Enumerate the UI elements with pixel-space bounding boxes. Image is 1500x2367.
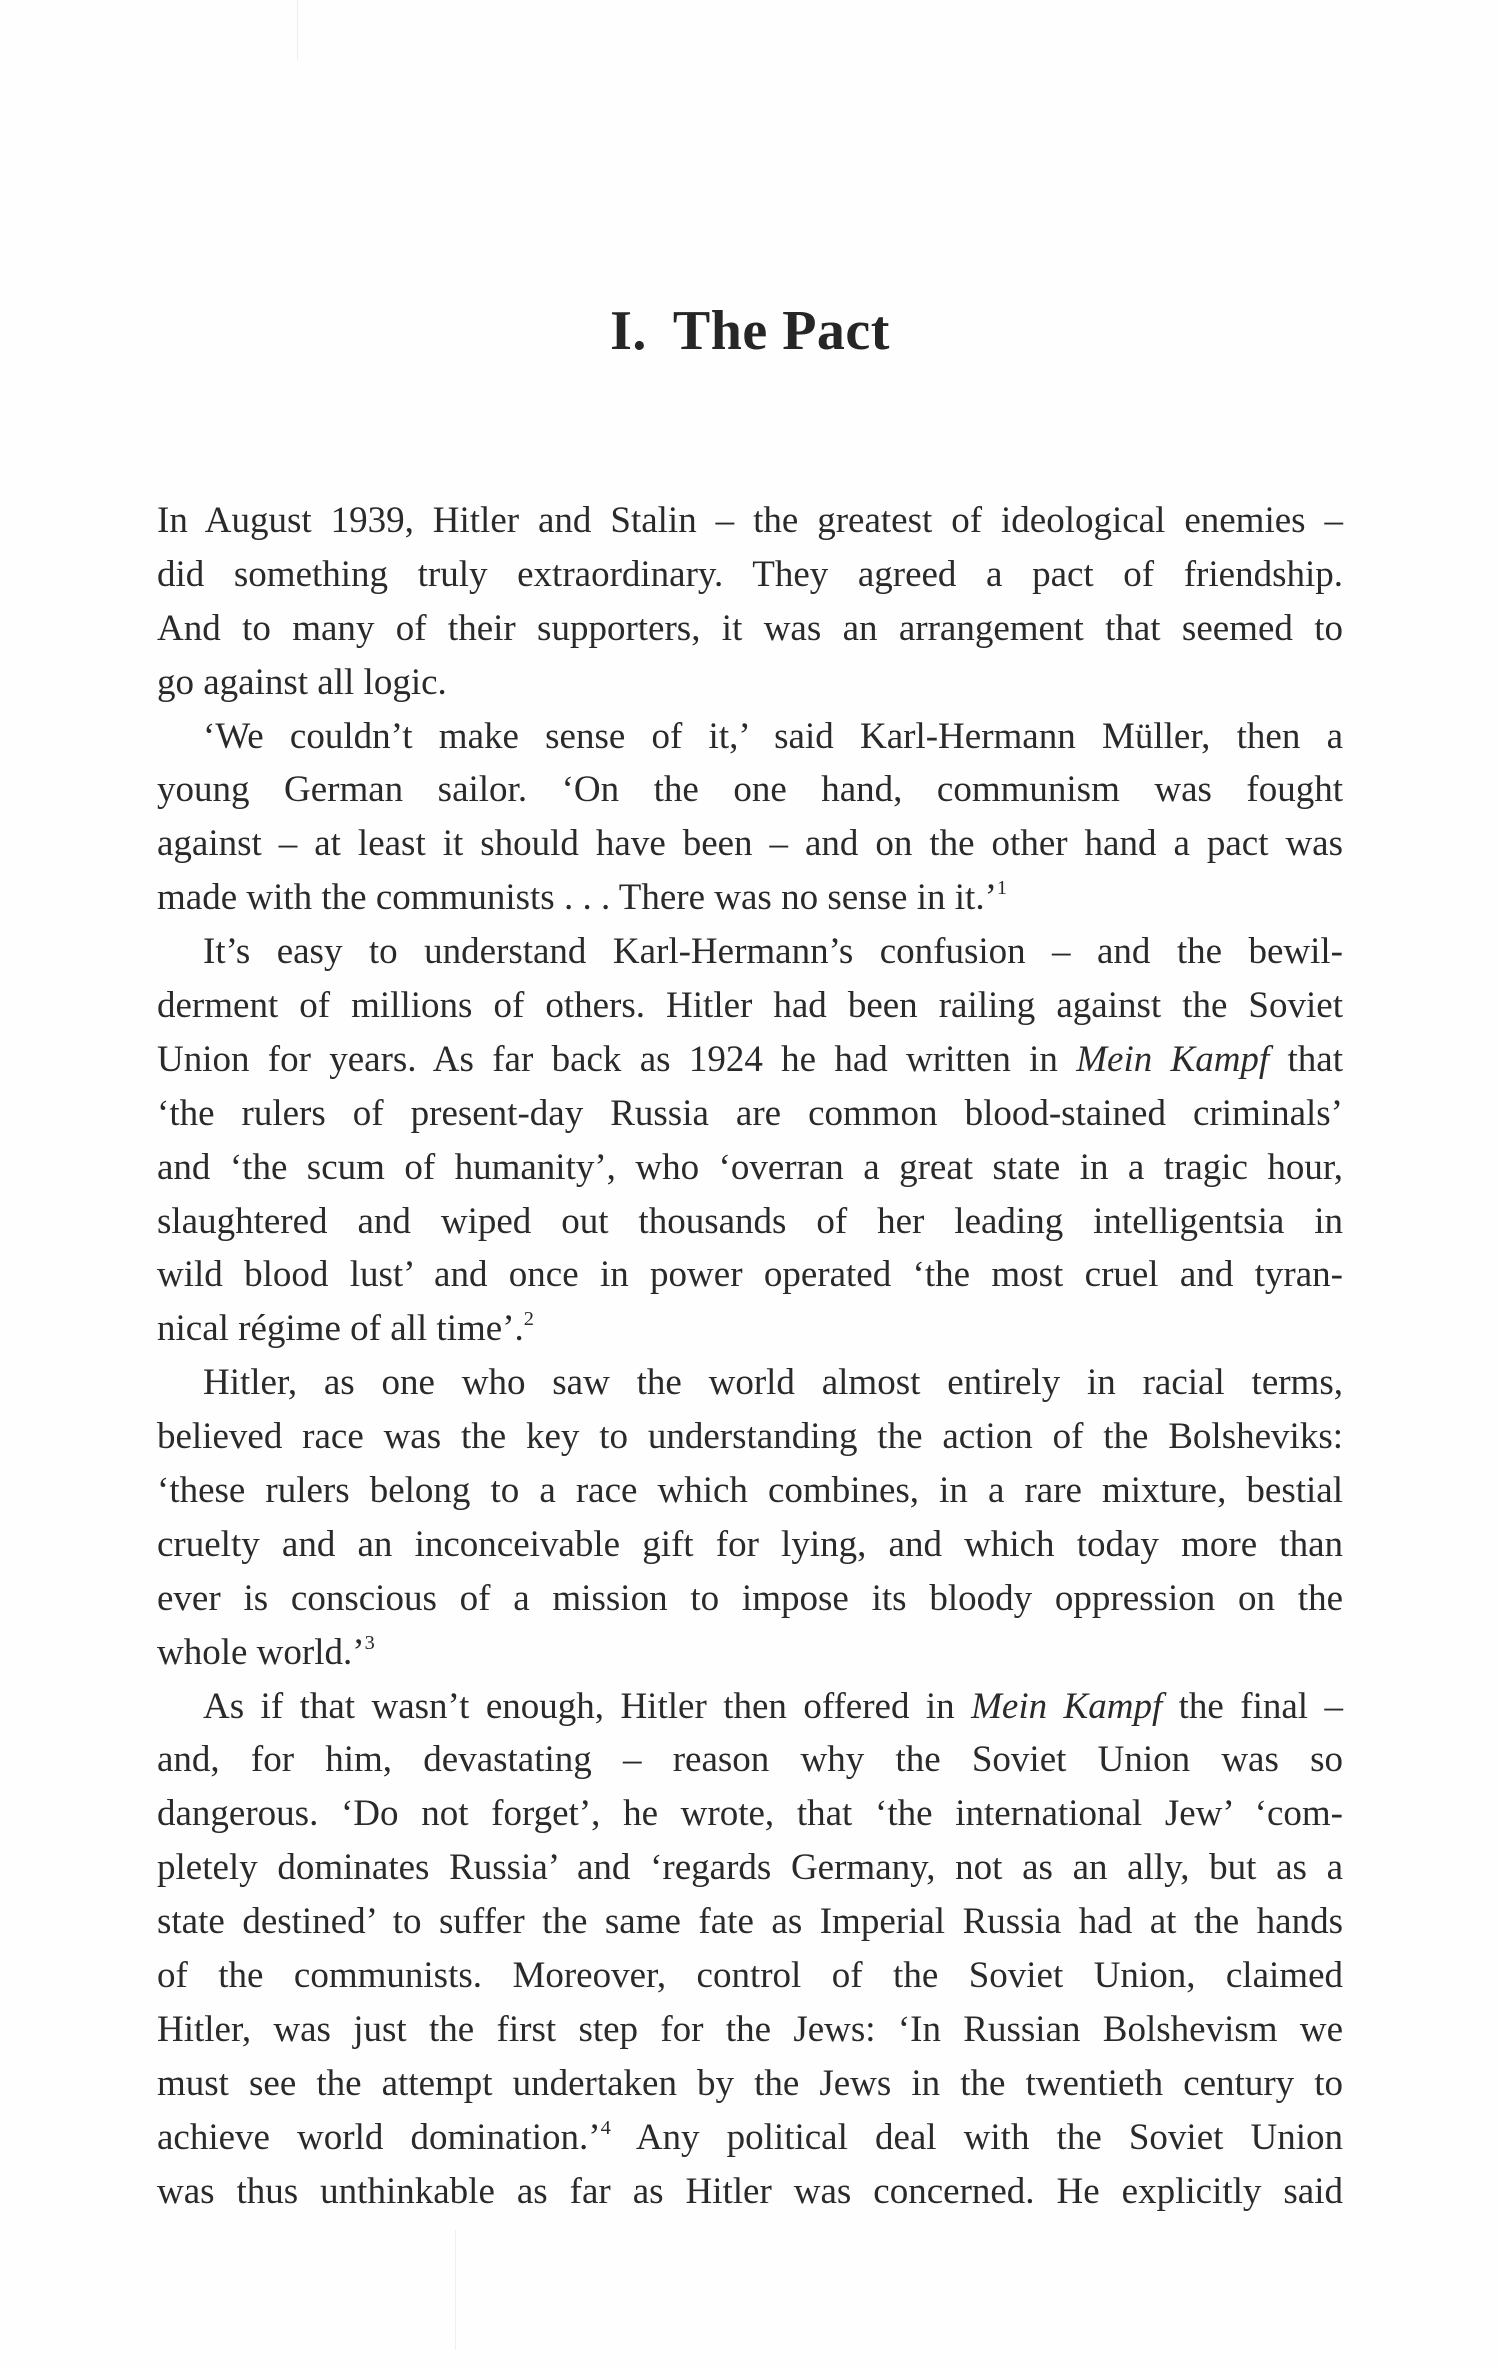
text-run: that [1269,1038,1343,1080]
chapter-title: The Pact [672,299,890,362]
body-text [157,494,1343,2219]
paragraph [157,1680,1343,2219]
text-line [157,817,1343,871]
text-line [157,1248,1343,1302]
chapter-number: I. [610,299,647,362]
text-line [157,710,1343,764]
text-run: dangerous. ‘Do not forget’, he wrote, that ‘the international Jew’ ‘com- [157,1793,1343,1835]
text-line [157,1464,1343,1518]
text-line [157,1141,1343,1195]
text-run: wild blood lust’ and once in power operated ‘the most cruel and tyran- [157,1254,1343,1296]
text-line [157,494,1343,548]
text-run: And to many of their supporters, it was an arrangement that seemed to [157,607,1343,649]
chapter-heading [0,296,1500,366]
paragraph [157,710,1343,926]
text-line [157,656,1343,710]
text-line [157,1356,1343,1410]
scan-artifact [455,2230,456,2350]
text-run: Hitler, was just the first step for the Jews: ‘In Russian Bolshevism we [157,2008,1343,2050]
text-line [157,1033,1343,1087]
text-line [157,763,1343,817]
text-run: ‘We couldn’t make sense of it,’ said Karl-Hermann Müller, then a [203,715,1343,757]
text-run: It’s easy to understand Karl-Hermann’s confusion – and the bewil- [203,931,1343,973]
text-line [157,925,1343,979]
text-line [157,1626,1343,1680]
footnote-marker: 2 [523,1308,534,1331]
text-line [157,1787,1343,1841]
text-run: Any political deal with the Soviet Union [610,2116,1343,2158]
text-line [157,1680,1343,1734]
text-run: As if that wasn’t enough, Hitler then offered in [203,1685,972,1727]
text-run: of the communists. Moreover, control of the Soviet Union, claimed [157,1955,1343,1997]
text-line [157,1733,1343,1787]
text-run: derment of millions of others. Hitler had been railing against the Soviet [157,985,1343,1027]
text-line [157,602,1343,656]
text-line [157,2003,1343,2057]
footnote-marker: 1 [996,876,1008,899]
text-run: pletely dominates Russia’ and ‘regards Germany, not as an ally, but as a [157,1847,1343,1889]
text-run: Union for years. As far back as 1924 he had written in [157,1038,1077,1080]
text-run: state destined’ to suffer the same fate as Imperial Russia had at the hands [157,1901,1343,1943]
paragraph [157,925,1343,1356]
footnote-marker: 4 [600,2116,611,2139]
italic-title: Mein Kampf [1076,1038,1270,1080]
text-line [157,1949,1343,2003]
text-run: go against all logic. [157,661,447,703]
text-line [157,1195,1343,1249]
text-run: Hitler, as one who saw the world almost entirely in racial terms, [203,1362,1343,1404]
text-run: believed race was the key to understanding the action of the Bolsheviks: [157,1416,1343,1458]
italic-title: Mein Kampf [971,1685,1163,1727]
text-line [157,1410,1343,1464]
text-run: the final – [1162,1685,1344,1727]
text-line [157,1895,1343,1949]
text-run: did something truly extraordinary. They agreed a pact of friendship. [157,553,1343,595]
text-line [157,1302,1343,1356]
text-run: slaughtered and wiped out thousands of her leading intelligentsia in [157,1200,1343,1242]
scan-artifact [297,0,298,60]
text-line [157,1518,1343,1572]
text-run: young German sailor. ‘On the one hand, communism was fought [157,769,1343,811]
text-line [157,1087,1343,1141]
text-run: In August 1939, Hitler and Stalin – the greatest of ideological enemies – [157,500,1343,541]
footnote-marker: 3 [364,1631,375,1654]
text-line [157,2057,1343,2111]
text-line [157,979,1343,1033]
text-line [157,2165,1343,2219]
text-line [157,1572,1343,1626]
text-run: cruelty and an inconceivable gift for lying, and which today more than [157,1523,1343,1565]
text-run: ‘these rulers belong to a race which combines, in a rare mixture, bestial [157,1470,1343,1512]
text-run: ‘the rulers of present-day Russia are common blood-stained criminals’ [157,1092,1343,1134]
paragraph [157,1356,1343,1679]
text-line [157,1841,1343,1895]
text-line [157,871,1343,925]
text-run: and, for him, devastating – reason why the Soviet Union was so [157,1739,1343,1781]
text-run: must see the attempt undertaken by the Jews in the twentieth century to [157,2062,1343,2104]
text-run: against – at least it should have been – and on the other hand a pact was [157,823,1343,865]
text-run: achieve world domination.’ [157,2116,601,2158]
text-run: nical régime of all time’. [157,1308,524,1350]
text-line [157,2111,1343,2165]
text-run: was thus unthinkable as far as Hitler was concerned. He explicitly said [157,2170,1343,2212]
text-line [157,548,1343,602]
paragraph [157,494,1343,710]
text-run: ever is conscious of a mission to impose its bloody oppression on the [157,1577,1343,1619]
text-run: whole world.’ [157,1631,365,1673]
text-run: and ‘the scum of humanity’, who ‘overran a great state in a tragic hour, [157,1146,1343,1188]
text-run: made with the communists . . . There was no sense in it.’ [157,877,997,919]
